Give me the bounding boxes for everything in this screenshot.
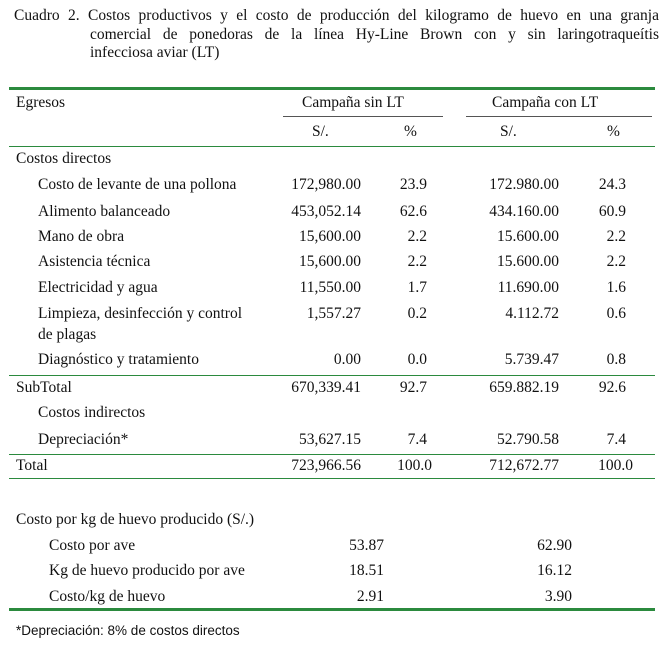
total-bottom-rule <box>9 478 655 479</box>
total-con-soles: 712,672.77 <box>489 457 559 474</box>
subtotal-sin-soles: 670,339.41 <box>291 379 361 396</box>
top-rule <box>9 87 655 90</box>
row-label-continued: de plagas <box>38 326 97 343</box>
row-label: Costo de levante de una pollona <box>38 176 237 193</box>
cell-con-soles: 11.690.00 <box>497 279 559 296</box>
row-label: Costo/kg de huevo <box>49 588 166 605</box>
row-label: Kg de huevo producido por ave <box>49 562 245 579</box>
costo-kg-title: Costo por kg de huevo producido (S/.) <box>16 511 255 528</box>
cell-sin-soles: 172,980.00 <box>291 176 361 193</box>
cell-con-pct: 24.3 <box>598 176 626 193</box>
cell-sin-pct: 23.9 <box>399 176 427 193</box>
cell-sin-soles: 453,052.14 <box>291 203 361 220</box>
cell-sin-pct: 0.2 <box>407 305 427 322</box>
cell-sin-soles: 15,600.00 <box>299 253 361 270</box>
caption-line-2: comercial de ponedoras de la línea Hy-Line Brown con y sin laringotraqueítis <box>90 25 659 43</box>
row-label: Diagnóstico y tratamiento <box>38 351 199 368</box>
total-sin-pct: 100.0 <box>397 457 432 474</box>
cell-con: 62.90 <box>537 537 572 554</box>
subtotal-con-pct: 92.6 <box>598 379 626 396</box>
cell-con-soles: 15.600.00 <box>497 228 559 245</box>
cell-con-pct: 0.6 <box>606 305 626 322</box>
row-label: Alimento balanceado <box>38 203 171 220</box>
cell-con-soles: 52.790.58 <box>497 431 559 448</box>
cell-sin-soles: 53,627.15 <box>299 431 361 448</box>
header-underline-sin <box>283 116 443 117</box>
cell-sin-pct: 0.0 <box>407 351 427 368</box>
row-label: Asistencia técnica <box>38 253 151 270</box>
cell-sin-pct: 2.2 <box>407 253 427 270</box>
cell-sin-pct: 62.6 <box>399 203 427 220</box>
header-pct-sin: % <box>404 123 417 140</box>
cell-con-pct: 2.2 <box>606 253 626 270</box>
cell-sin-pct: 2.2 <box>407 228 427 245</box>
cell-sin-soles: 0.00 <box>333 351 361 368</box>
row-label: Costo por ave <box>49 537 136 554</box>
cell-sin: 2.91 <box>356 588 384 605</box>
header-soles-con: S/. <box>500 123 517 140</box>
footnote: *Depreciación: 8% de costos directos <box>16 623 240 638</box>
cell-con-pct: 60.9 <box>598 203 626 220</box>
cell-sin: 53.87 <box>349 537 384 554</box>
bottom-rule <box>9 608 655 611</box>
cell-con: 3.90 <box>544 588 572 605</box>
header-soles-sin: S/. <box>312 123 329 140</box>
header-campana-con-lt: Campaña con LT <box>492 94 599 111</box>
total-top-rule <box>9 454 655 455</box>
row-label: Mano de obra <box>38 228 125 245</box>
header-egresos: Egresos <box>16 94 66 111</box>
cell-con-pct: 2.2 <box>606 228 626 245</box>
header-campana-sin-lt: Campaña sin LT <box>302 94 404 111</box>
total-con-pct: 100.0 <box>598 457 633 474</box>
cell-con-soles: 4.112.72 <box>505 305 559 322</box>
section-costos-indirectos: Costos indirectos <box>38 404 146 421</box>
cell-con-pct: 1.6 <box>606 279 626 296</box>
row-label: Depreciación* <box>38 431 129 448</box>
table-caption <box>14 7 659 63</box>
section-costos-directos: Costos directos <box>16 150 112 167</box>
subtotal-rule <box>9 375 655 376</box>
row-label: Electricidad y agua <box>38 279 158 296</box>
total-sin-soles: 723,966.56 <box>291 457 361 474</box>
header-rule <box>9 146 655 147</box>
cell-sin-pct: 1.7 <box>407 279 427 296</box>
cell-sin-soles: 1,557.27 <box>306 305 361 322</box>
cell-con-soles: 15.600.00 <box>497 253 559 270</box>
subtotal-sin-pct: 92.7 <box>399 379 427 396</box>
caption-line-1: Cuadro 2. Costos productivos y el costo de producción del kilogramo de huevo en una granja <box>14 7 659 24</box>
cell-con-pct: 0.8 <box>606 351 626 368</box>
header-pct-con: % <box>607 123 620 140</box>
subtotal-con-soles: 659.882.19 <box>489 379 559 396</box>
cell-con-soles: 172.980.00 <box>489 176 559 193</box>
cell-sin: 18.51 <box>349 562 384 579</box>
cell-sin-soles: 11,550.00 <box>299 279 361 296</box>
subtotal-label: SubTotal <box>16 379 72 396</box>
row-label: Limpieza, desinfección y control <box>38 305 243 322</box>
caption-line-3: infecciosa aviar (LT) <box>90 44 220 61</box>
cell-con-soles: 434.160.00 <box>489 203 559 220</box>
cell-sin-pct: 7.4 <box>407 431 427 448</box>
cell-sin-soles: 15,600.00 <box>299 228 361 245</box>
cell-con-pct: 7.4 <box>606 431 626 448</box>
total-label: Total <box>16 457 48 474</box>
header-underline-con <box>466 116 652 117</box>
cell-con-soles: 5.739.47 <box>504 351 559 368</box>
cell-con: 16.12 <box>537 562 572 579</box>
